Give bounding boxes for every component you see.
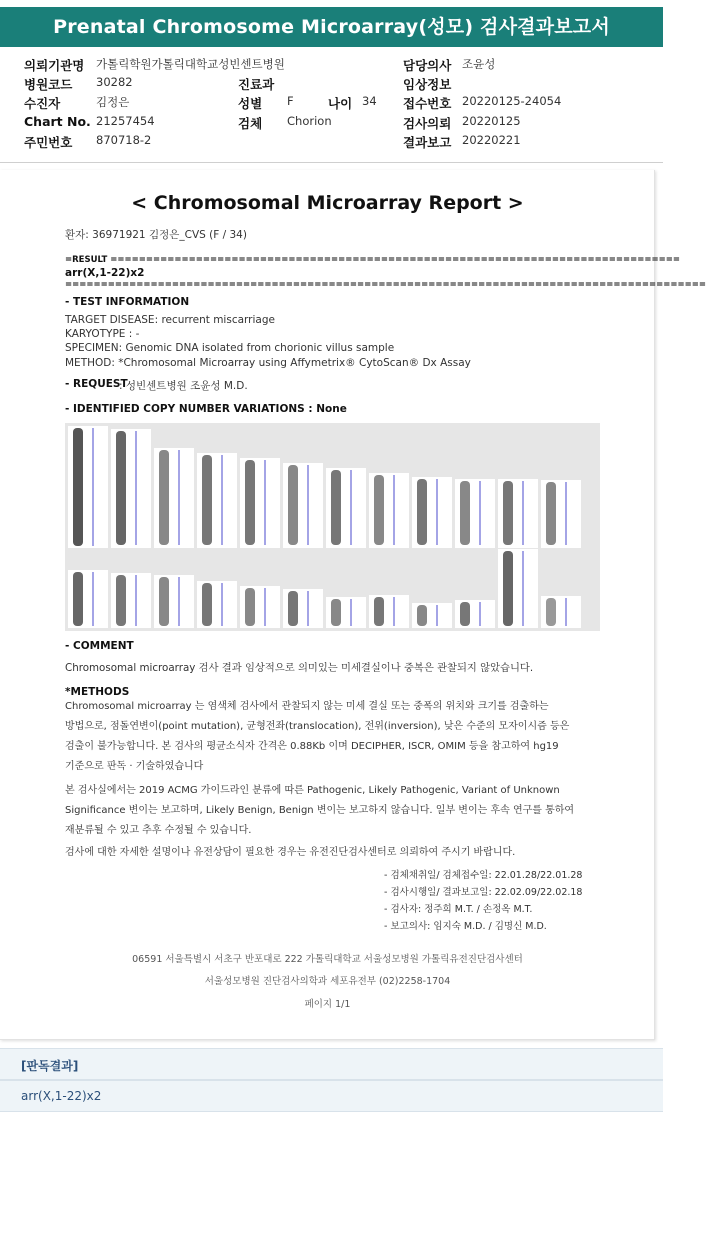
methods-paragraph-2 [65, 781, 605, 841]
report-date-value: 20220221 [462, 133, 521, 147]
methods-paragraph-1 [65, 697, 605, 777]
receipt-no-value: 20220125-24054 [462, 94, 562, 108]
page-number: 페이지 1/1 [304, 999, 351, 1010]
chart-no-label: Chart No. [24, 114, 91, 129]
karyotype: KARYOTYPE : - [65, 328, 140, 340]
hospital-code-label: 병원코드 [24, 77, 73, 92]
doctor-label: 담당의사 [403, 58, 452, 73]
lab-address: 06591 서울특별시 서초구 반포대로 222 가톨릭대학교 서울성모병원 가톨릭유전진단검사센터 [132, 954, 523, 965]
resident-no-value: 870718-2 [96, 133, 152, 147]
request-label: - REQUEST [65, 378, 128, 390]
collection-dates: - 검체채취일/ 검체접수일: 22.01.28/22.01.28 [384, 870, 583, 881]
report-title: < Chromosomal Microarray Report > [131, 192, 524, 214]
methods-paragraph-3: 검사에 대한 자세한 설명이나 유전상담이 필요한 경우는 유전진단검사센터로 의뢰하여 주시기 바랍니다. [65, 847, 516, 858]
result-header: =RESULT ================================================================================ [65, 255, 681, 265]
department-label: 진료과 [238, 77, 275, 92]
specimen-value: Chorion [287, 114, 332, 128]
examinee-value: 김정은 [96, 95, 130, 109]
institution-value: 가톨릭학원가톨릭대학교성빈센트병원 [96, 57, 285, 71]
method-line: METHOD: *Chromosomal Microarray using Affymetrix® CytoScan® Dx Assay [65, 357, 471, 369]
patient-line: 환자: 36971921 김정은_CVS (F / 34) [65, 229, 247, 241]
receipt-no-label: 접수번호 [403, 96, 452, 111]
interpretation-value-row [0, 1080, 663, 1112]
result-separator: ========================================================================================== [65, 280, 706, 290]
interpretation-value: arr(X,1-22)x2 [21, 1089, 102, 1103]
hospital-code-value: 30282 [96, 75, 133, 89]
comment-header: - COMMENT [65, 640, 134, 652]
specimen-label: 검체 [238, 116, 263, 131]
methods-p2-line3: 재분류될 수 있고 추후 수정될 수 있습니다. [65, 825, 252, 836]
reporting-physicians: - 보고의사: 임지숙 M.D. / 김명신 M.D. [384, 921, 547, 932]
header-divider [0, 162, 663, 163]
interpretation-label: [판독결과] [21, 1059, 79, 1073]
resident-no-label: 주민번호 [24, 135, 73, 150]
lab-department: 서울성모병원 진단검사의학과 세포유전부 (02)2258-1704 [204, 976, 451, 987]
institution-label: 의뢰기관명 [24, 58, 85, 73]
chart-no-value: 21257454 [96, 114, 155, 128]
sex-label: 성별 [238, 96, 263, 111]
report-document [0, 170, 706, 1040]
result-value: arr(X,1-22)x2 [65, 267, 145, 279]
age-label: 나이 [328, 96, 353, 111]
methods-p1-line2: 방법으로, 점돌연변이(point mutation), 균형전좌(translocation), 전위(inversion), 낮은 수준의 모자이시즘 등은 [65, 721, 570, 732]
specimen-line: SPECIMEN: Genomic DNA isolated from chorionic villus sample [65, 342, 395, 354]
target-disease: TARGET DISEASE: recurrent miscarriage [65, 314, 275, 326]
doctor-value: 조윤성 [462, 57, 496, 71]
karyogram-graphic [65, 423, 600, 631]
comment-text: Chromosomal microarray 검사 결과 임상적으로 의미있는 미세결실이나 중복은 관찰되지 않았습니다. [65, 662, 534, 674]
technicians: - 검사자: 정주희 M.T. / 손정옥 M.T. [384, 904, 533, 915]
page-title: Prenatal Chromosome Microarray(성모) 검사결과보고서 [0, 7, 663, 47]
interpretation-label-row [0, 1048, 663, 1080]
test-dates: - 검사시행일/ 결과보고일: 22.02.09/22.02.18 [384, 887, 583, 898]
report-date-label: 결과보고 [403, 135, 452, 150]
methods-p1-line4: 기준으로 판독 · 기술하였습니다 [65, 761, 204, 772]
request-date-value: 20220125 [462, 114, 521, 128]
cnv-header: - IDENTIFIED COPY NUMBER VARIATIONS : None [65, 403, 347, 415]
sex-value: F [287, 94, 294, 108]
clinical-info-label: 임상정보 [403, 77, 452, 92]
examinee-label: 수진자 [24, 96, 61, 111]
methods-p2-line1: 본 검사실에서는 2019 ACMG 가이드라인 분류에 따른 Pathogenic, Likely Pathogenic, Variant of Unknown [65, 785, 560, 796]
methods-header: *METHODS [65, 686, 130, 698]
age-value: 34 [362, 94, 377, 108]
request-date-label: 검사의뢰 [403, 116, 452, 131]
karyogram-image [65, 423, 600, 631]
methods-p1-line1: Chromosomal microarray 는 염색체 검사에서 관찰되지 않는 미세 결실 또는 중폭의 위치와 크기를 검출하는 [65, 701, 549, 712]
methods-p2-line2: Significance 변이는 보고하며, Likely Benign, Benign 변이는 보고하지 않습니다. 일부 변이는 후속 연구를 통하여 [65, 805, 575, 816]
request-value: : 성빈센트병원 조윤성 M.D. [119, 380, 248, 392]
test-info-header: - TEST INFORMATION [65, 296, 190, 308]
methods-p1-line3: 검출이 불가능합니다. 본 검사의 평균소식자 간격은 0.88Kb 이며 DECIPHER, ISCR, OMIM 등을 참고하여 hg19 [65, 741, 559, 752]
